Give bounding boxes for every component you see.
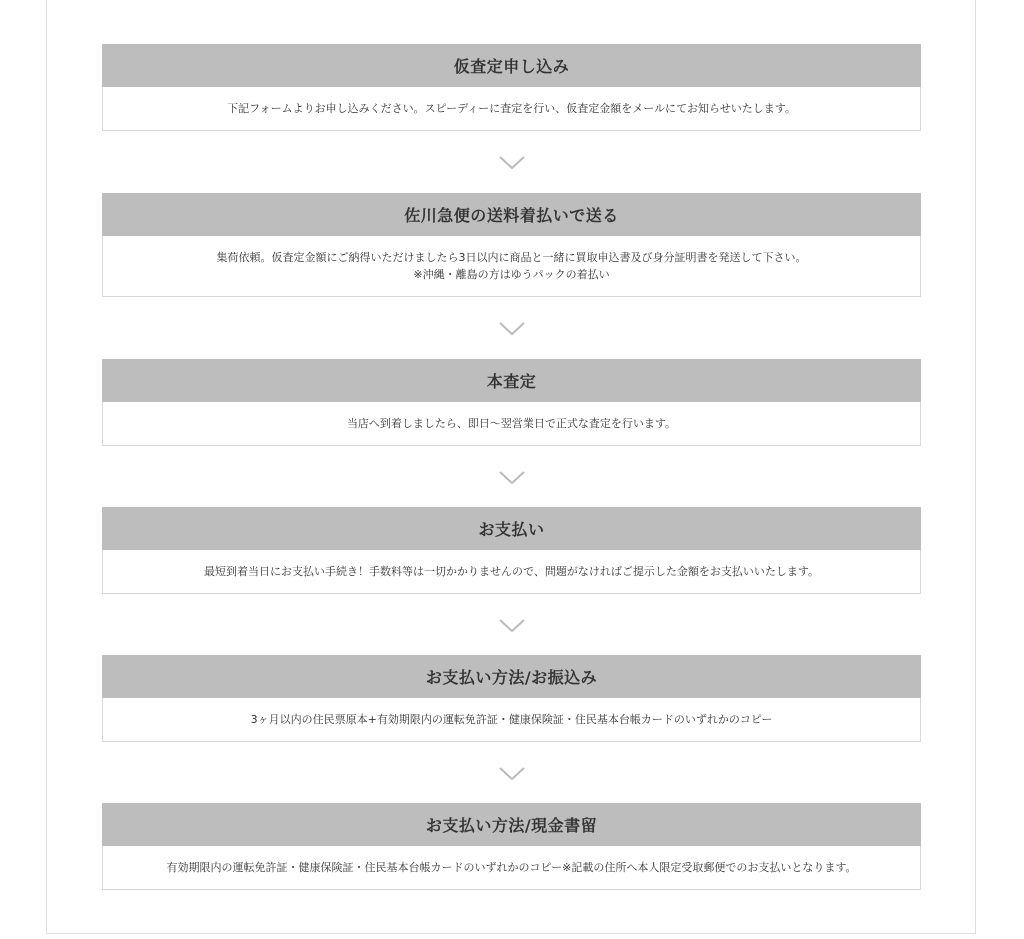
step-description-line: 集荷依頼。仮査定金額にご納得いただけましたら3日以内に商品と一緒に買取申込書及び身分証明書を発送して下さい。	[216, 251, 807, 264]
chevron-down-icon	[498, 470, 526, 486]
chevron-down-icon	[498, 155, 526, 171]
step-description	[102, 698, 921, 742]
flow-step-payment	[102, 507, 921, 594]
step-title: お支払い方法/お振込み	[102, 655, 921, 698]
step-description	[102, 87, 921, 131]
flow-panel	[46, 0, 976, 934]
step-description-note: ※沖縄・離島の方はゆうパックの着払い	[413, 268, 610, 281]
step-description-line: 3ヶ月以内の住民票原本+有効期限内の運転免許証・健康保険証・住民基本台帳カードのいずれかのコピー	[250, 713, 773, 726]
step-title: 仮査定申し込み	[102, 44, 921, 87]
step-description	[102, 402, 921, 446]
flow-step-application	[102, 44, 921, 131]
flow-step-shipping	[102, 193, 921, 297]
step-description	[102, 236, 921, 297]
flow-step-payment-bank-transfer	[102, 655, 921, 742]
step-description	[102, 846, 921, 890]
step-description-line: 最短到着当日にお支払い手続き！手数料等は一切かかりませんので、問題がなければご提示した金額をお支払いいたします。	[204, 565, 819, 578]
step-description	[102, 550, 921, 594]
flow-step-final-appraisal	[102, 359, 921, 446]
step-description-line: 当店へ到着しましたら、即日～翌営業日で正式な査定を行います。	[346, 417, 677, 430]
chevron-down-icon	[498, 321, 526, 337]
step-description-line: 有効期限内の運転免許証・健康保険証・住民基本台帳カードのいずれかのコピー※記載の住所へ本人限定受取郵便でのお支払いとなります。	[166, 861, 857, 874]
flow-step-payment-registered-mail	[102, 803, 921, 890]
step-title: お支払い	[102, 507, 921, 550]
step-title: お支払い方法/現金書留	[102, 803, 921, 846]
step-title: 佐川急便の送料着払いで送る	[102, 193, 921, 236]
chevron-down-icon	[498, 618, 526, 634]
step-title: 本査定	[102, 359, 921, 402]
step-description-line: 下記フォームよりお申し込みください。スピーディーに査定を行い、仮査定金額をメールにてお知らせいたします。	[227, 102, 796, 115]
chevron-down-icon	[498, 766, 526, 782]
